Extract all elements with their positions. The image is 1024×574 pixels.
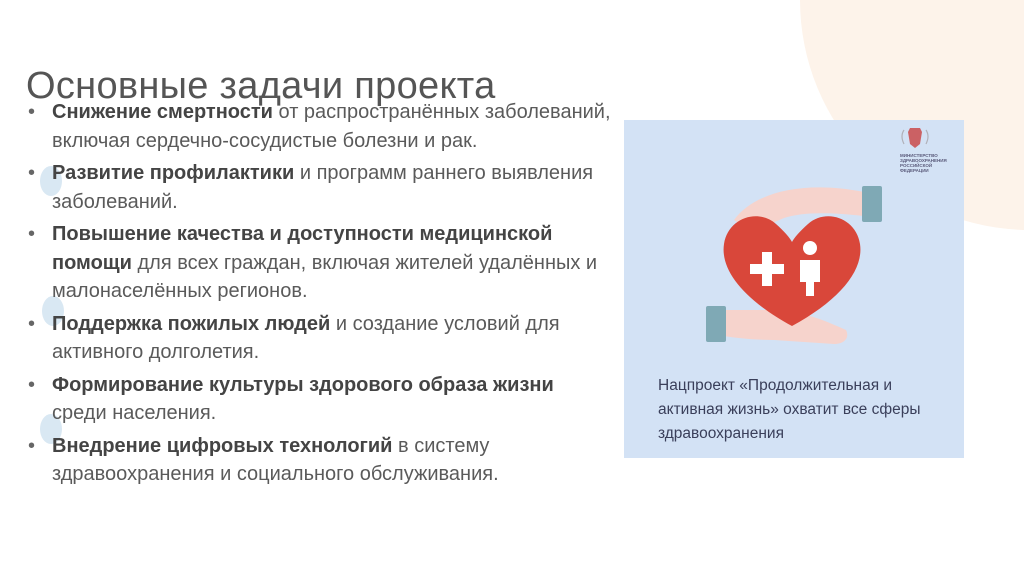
task-text: в систему здравоохранения и социального обслуживания. [52,434,499,485]
task-bold: Повышение качества и доступности медицинской помощи [52,223,553,274]
task-bold: Поддержка пожилых людей [52,312,331,335]
bullet-icon: • [28,434,36,457]
task-bold: Развитие профилактики [52,162,295,184]
task-item [26,310,611,367]
bullet-icon: • [28,101,36,123]
emblem-label: МИНИСТЕРСТВО ЗДРАВООХРАНЕНИЯ РОССИЙСКОЙ ФЕДЕРАЦИИ [900,153,947,173]
project-card [624,120,964,458]
task-text: для всех граждан, включая жителей удалённых и малонаселённых регионов. [52,251,598,302]
task-bold: Внедрение цифровых технологий [52,434,393,457]
card-caption: Нацпроект «Продолжительная и активная жизнь» охватит все сферы здравоохранения [658,377,921,442]
task-item [26,220,611,306]
task-text: среди населения. [52,402,217,424]
bullet-icon: • [28,223,36,245]
task-item [26,98,611,155]
task-item [26,159,611,216]
bullet-icon: • [28,373,36,396]
bullet-icon: • [28,312,36,335]
emblem-icon [902,128,928,148]
task-text: и создание условий для активного долголетия. [52,312,560,363]
task-item [26,432,611,489]
task-item [26,371,611,428]
task-bold: Формирование культуры здорового образа жизни [52,373,554,396]
task-bold: Снижение смертности [52,101,273,123]
bullet-icon: • [28,162,36,184]
heart-icon [724,216,861,326]
task-text: от распространённых заболеваний, включая сердечно-сосудистые болезни и рак. [52,101,611,152]
slide-title: Основные задачи проекта [26,65,496,108]
task-text: и программ раннего выявления заболеваний. [52,162,594,213]
task-list [26,98,611,493]
